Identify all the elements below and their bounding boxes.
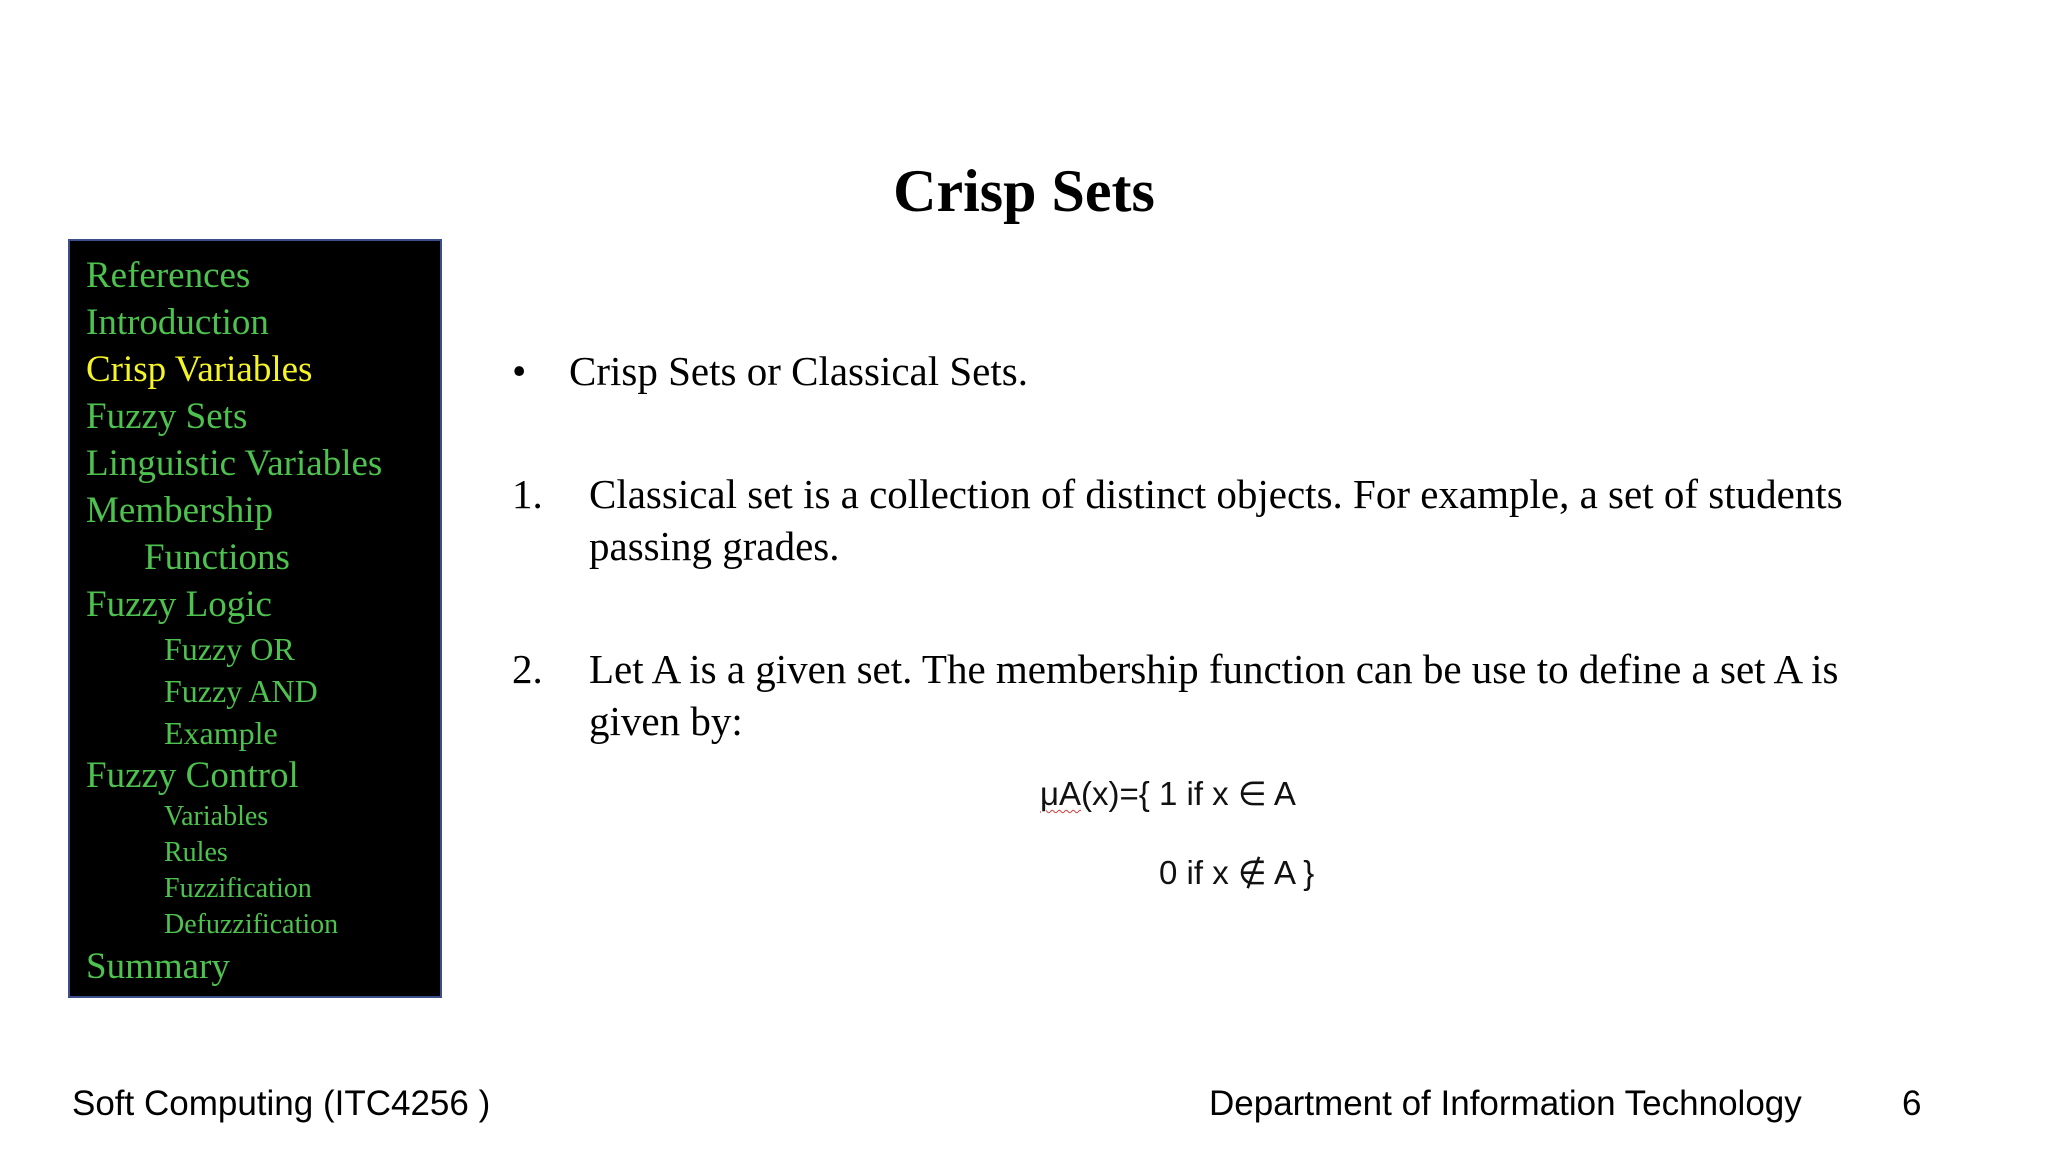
membership-formula-line2: 0 if x ∉ A }: [1159, 854, 1315, 891]
sidebar-item-variables[interactable]: Variables: [164, 801, 269, 832]
sidebar-item-fuzzy-logic[interactable]: Fuzzy Logic: [86, 584, 272, 625]
list-number-1: 1.: [512, 471, 543, 517]
sidebar-item-functions[interactable]: Functions: [144, 537, 290, 578]
sidebar-item-fuzzy-sets[interactable]: Fuzzy Sets: [86, 396, 248, 437]
sidebar-item-rules[interactable]: Rules: [164, 837, 228, 868]
sidebar-item-fuzzy-and[interactable]: Fuzzy AND: [164, 673, 318, 709]
sidebar-item-linguistic-variables[interactable]: Linguistic Variables: [86, 443, 383, 484]
sidebar-item-references[interactable]: References: [86, 255, 251, 296]
page-number: 6: [1902, 1084, 1922, 1123]
sidebar-nav: [68, 239, 442, 998]
footer-department: Department of Information Technology: [1209, 1084, 1802, 1123]
sidebar-item-defuzzification[interactable]: Defuzzification: [164, 909, 339, 940]
formula-mu: μA: [1040, 775, 1082, 812]
footer-course: Soft Computing (ITC4256 ): [72, 1084, 491, 1123]
bullet-text: Crisp Sets or Classical Sets.: [569, 348, 1028, 394]
sidebar-item-fuzzy-control[interactable]: Fuzzy Control: [86, 755, 299, 796]
sidebar-item-summary[interactable]: Summary: [86, 946, 230, 987]
list-item-1-line1: Classical set is a collection of distinct objects. For example, a set of students: [589, 471, 1843, 517]
list-item-1-line2: passing grades.: [589, 523, 840, 569]
sidebar-item-fuzzy-or[interactable]: Fuzzy OR: [164, 631, 295, 667]
slide-title: Crisp Sets: [893, 158, 1155, 224]
sidebar-item-membership[interactable]: Membership: [86, 490, 274, 531]
list-number-2: 2.: [512, 646, 543, 692]
sidebar-item-example[interactable]: Example: [164, 715, 278, 751]
bullet-marker: •: [512, 348, 527, 394]
sidebar-item-introduction[interactable]: Introduction: [86, 302, 269, 343]
formula-line1-rest: (x)={ 1 if x ∈ A: [1081, 775, 1296, 812]
list-item-2-line2: given by:: [589, 698, 743, 744]
sidebar-item-fuzzification[interactable]: Fuzzification: [164, 873, 312, 904]
sidebar-item-crisp-variables[interactable]: Crisp Variables: [86, 349, 313, 390]
membership-formula-line1: [1040, 774, 1296, 814]
list-item-2-line1: Let A is a given set. The membership function can be use to define a set A is: [589, 646, 1839, 692]
